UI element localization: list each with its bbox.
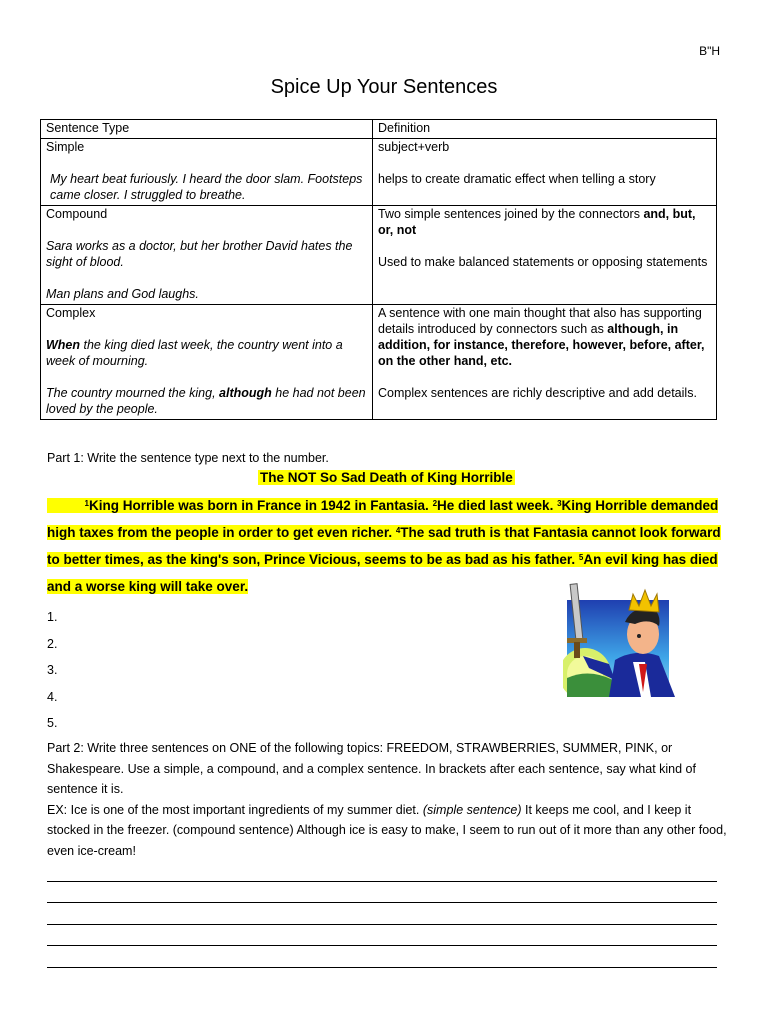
writing-line[interactable] bbox=[47, 860, 717, 882]
compound-def1: Two simple sentences joined by the connectors and, but, or, not bbox=[378, 207, 696, 237]
writing-line[interactable] bbox=[47, 925, 717, 947]
answer-number-3: 3. bbox=[47, 663, 58, 677]
writing-line[interactable] bbox=[47, 903, 717, 925]
compound-example2: Man plans and God laughs. bbox=[46, 287, 199, 301]
part2-example: EX: Ice is one of the most important ingredients of my summer diet. (simple sentence) It keeps me cool, and I keep it stocked in the freezer. (compound sentence) Although ice is easy to make, I seem to run out of it more than any other food, even ice-cream! bbox=[47, 802, 727, 858]
complex-def2: Complex sentences are richly descriptive and add details. bbox=[378, 386, 697, 400]
header-definition: Definition bbox=[373, 120, 717, 139]
story-title: The NOT So Sad Death of King Horrible bbox=[260, 470, 513, 485]
complex-def1: A sentence with one main thought that also has supporting details introduced by connectors such as although, in addition, for instance, therefore, however, before, after, on the other hand, etc. bbox=[378, 306, 705, 368]
part2-instruction: Part 2: Write three sentences on ONE of the following topics: FREEDOM, STRAWBERRIES, SUMMER, PINK, or Shakespeare. Use a simple, a compound, and a complex sentence. In brackets after each sentence, say what kind of sentence it is. bbox=[47, 741, 696, 796]
compound-example1: Sara works as a doctor, but her brother David hates the sight of blood. bbox=[46, 239, 353, 269]
complex-example2: The country mourned the king, although he had not been loved by the people. bbox=[46, 386, 366, 416]
part2-section bbox=[47, 738, 727, 861]
writing-lines bbox=[47, 860, 717, 968]
writing-line[interactable] bbox=[47, 882, 717, 904]
header-sentence-type: Sentence Type bbox=[41, 120, 373, 139]
type-compound: Compound bbox=[46, 207, 108, 221]
part1-instruction: Part 1: Write the sentence type next to the number. bbox=[47, 451, 329, 465]
answer-number-4: 4. bbox=[47, 689, 58, 704]
table-row-complex bbox=[41, 305, 717, 420]
answer-numbers bbox=[47, 604, 57, 737]
table-row-simple bbox=[41, 139, 717, 206]
table-row-compound bbox=[41, 206, 717, 305]
type-simple: Simple bbox=[46, 140, 85, 154]
writing-line[interactable] bbox=[47, 946, 717, 968]
simple-def1: subject+verb bbox=[378, 140, 450, 154]
story-highlight: $^1$King Horrible was born in France in 1942 in Fantasia. $^2$He died last week. $^3$King Horrible demanded high taxes from the people in order to get even richer. $^4$The sad truth is that Fantasia cannot look forward to better times, as the king's son, Prince Vicious, seems to be as bad as his father. $^5$An evil king has died and a worse king will take over. bbox=[47, 498, 721, 594]
simple-example: My heart beat furiously. I heard the door slam. Footsteps came closer. I struggled to breathe. bbox=[50, 172, 363, 202]
compound-def2: Used to make balanced statements or opposing statements bbox=[378, 255, 708, 269]
king-with-sword-clipart bbox=[563, 582, 675, 697]
sentence-types-table bbox=[40, 119, 717, 420]
answer-number-5: 5. bbox=[47, 716, 58, 730]
table-header-row bbox=[41, 120, 717, 139]
answer-number-2: 2. bbox=[47, 636, 58, 651]
complex-example1: When the king died last week, the country went into a week of mourning. bbox=[46, 338, 343, 368]
simple-def2: helps to create dramatic effect when telling a story bbox=[378, 172, 656, 186]
corner-mark: B"H bbox=[699, 44, 720, 58]
answer-number-1: 1. bbox=[47, 610, 58, 624]
type-complex: Complex bbox=[46, 306, 96, 320]
page-title: Spice Up Your Sentences bbox=[270, 76, 498, 98]
